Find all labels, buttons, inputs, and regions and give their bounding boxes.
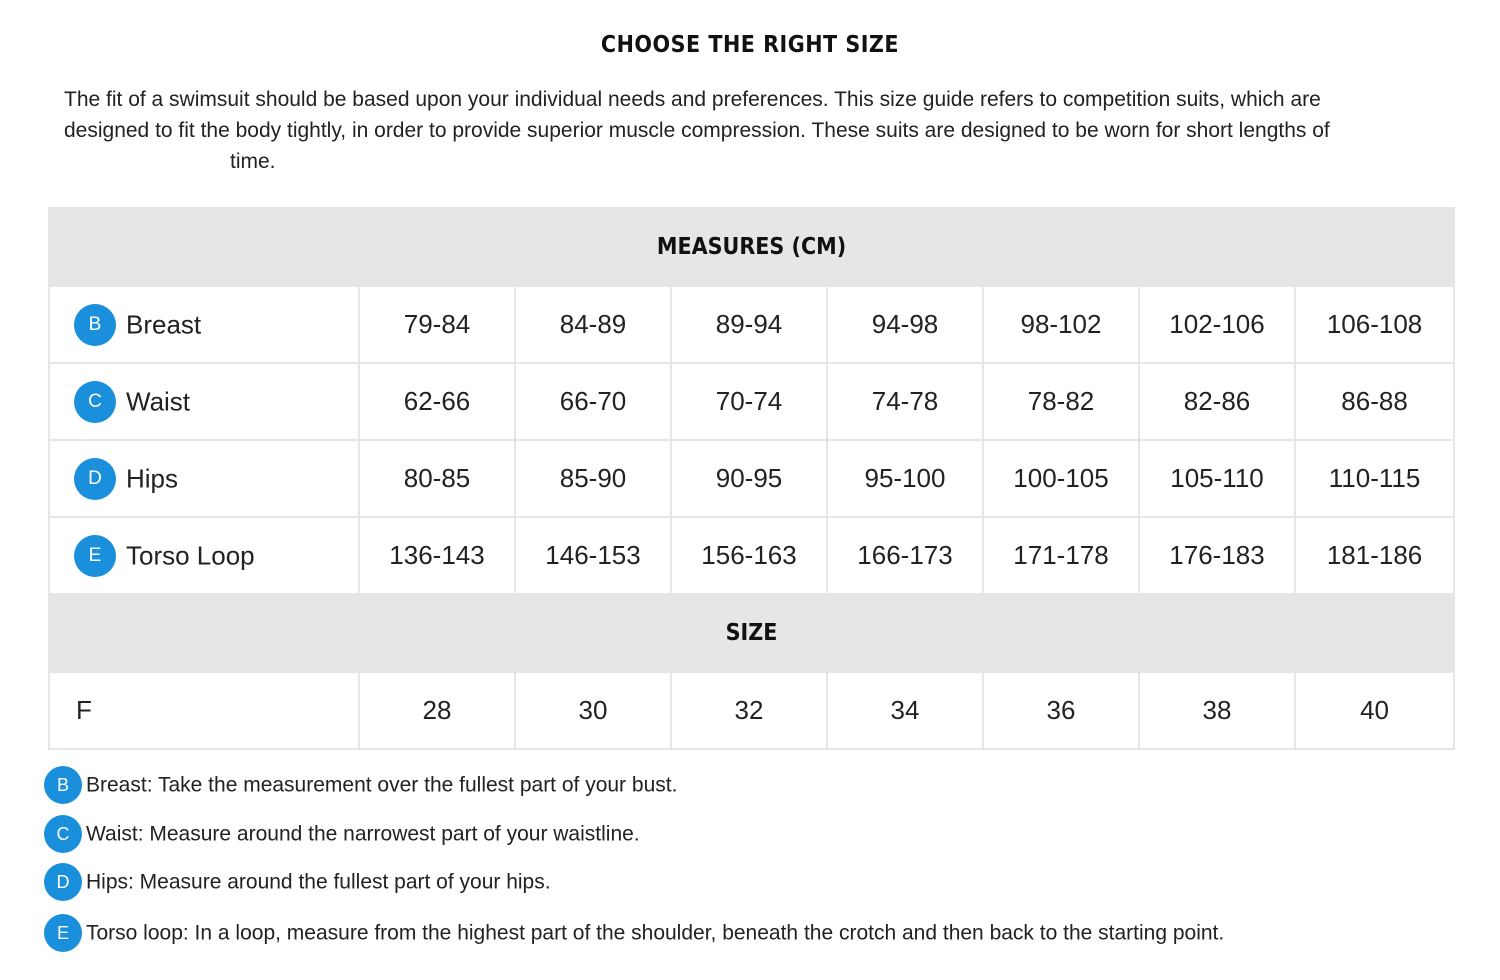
badge-e-icon: E xyxy=(44,914,82,952)
table-cell: 94-98 xyxy=(827,286,983,363)
badge-c-icon: C xyxy=(44,815,82,853)
table-cell: 32 xyxy=(671,672,827,749)
table-cell: 181-186 xyxy=(1295,517,1454,594)
table-cell: 136-143 xyxy=(359,517,515,594)
badge-e-icon: E xyxy=(74,535,116,577)
table-cell: 40 xyxy=(1295,672,1454,749)
table-cell: 66-70 xyxy=(515,363,671,440)
row-name: Torso Loop xyxy=(126,540,255,570)
row-name: Hips xyxy=(126,463,179,493)
table-cell: 156-163 xyxy=(671,517,827,594)
note-text: Breast: Take the measurement over the fullest part of your bust. xyxy=(86,773,678,797)
badge-b-icon: B xyxy=(74,304,116,346)
note-torso-loop xyxy=(44,913,1224,953)
table-cell: 110-115 xyxy=(1295,440,1454,517)
note-text: Torso loop: In a loop, measure from the highest part of the shoulder, beneath the crotch and then back to the starting point. xyxy=(86,921,1225,945)
table-cell: 80-85 xyxy=(359,440,515,517)
table-cell: 62-66 xyxy=(359,363,515,440)
table-cell: 100-105 xyxy=(983,440,1139,517)
intro-line-3: time. xyxy=(230,150,276,173)
table-cell: 106-108 xyxy=(1295,286,1454,363)
table-cell: 90-95 xyxy=(671,440,827,517)
table-cell: 28 xyxy=(359,672,515,749)
note-waist xyxy=(44,814,640,854)
badge-b-icon: B xyxy=(44,766,82,804)
table-row-waist xyxy=(49,363,1454,440)
badge-c-icon: C xyxy=(74,381,116,423)
table-cell: 78-82 xyxy=(983,363,1139,440)
table-row-hips xyxy=(49,440,1454,517)
note-hips xyxy=(44,862,551,902)
table-cell: 98-102 xyxy=(983,286,1139,363)
badge-d-icon: D xyxy=(44,863,82,901)
table-cell: 86-88 xyxy=(1295,363,1454,440)
row-name: Waist xyxy=(126,386,191,416)
table-row-torso-loop xyxy=(49,517,1454,594)
table-cell: 85-90 xyxy=(515,440,671,517)
row-label xyxy=(49,286,359,363)
intro-line-1: The fit of a swimsuit should be based upon your individual needs and preferences. This size guide refers to competition suits, which are xyxy=(64,88,1321,111)
table-cell: 171-178 xyxy=(983,517,1139,594)
size-header: SIZE xyxy=(49,594,1454,672)
table-cell: 79-84 xyxy=(359,286,515,363)
measures-header-row xyxy=(49,208,1454,286)
table-cell: 102-106 xyxy=(1139,286,1295,363)
table-cell: 36 xyxy=(983,672,1139,749)
page-title: CHOOSE THE RIGHT SIZE xyxy=(600,32,900,58)
size-table xyxy=(48,207,1455,750)
table-cell: 105-110 xyxy=(1139,440,1295,517)
table-cell: 38 xyxy=(1139,672,1295,749)
table-cell: 34 xyxy=(827,672,983,749)
table-cell: 84-89 xyxy=(515,286,671,363)
table-cell: 30 xyxy=(515,672,671,749)
intro-paragraph xyxy=(64,84,1436,177)
measures-header: MEASURES (CM) xyxy=(49,208,1454,286)
table-row-breast xyxy=(49,286,1454,363)
row-label xyxy=(49,440,359,517)
note-breast xyxy=(44,765,677,805)
row-label xyxy=(49,517,359,594)
intro-line-2: designed to fit the body tightly, in order to provide superior muscle compression. These suits are designed to be worn for short lengths of xyxy=(64,119,1330,142)
table-cell: 70-74 xyxy=(671,363,827,440)
badge-d-icon: D xyxy=(74,458,116,500)
table-cell: 166-173 xyxy=(827,517,983,594)
size-header-row xyxy=(49,594,1454,672)
row-name: Breast xyxy=(126,309,202,339)
table-row-size xyxy=(49,672,1454,749)
note-text: Waist: Measure around the narrowest part of your waistline. xyxy=(86,822,640,846)
note-text: Hips: Measure around the fullest part of your hips. xyxy=(86,870,551,894)
table-cell: 82-86 xyxy=(1139,363,1295,440)
table-cell: 89-94 xyxy=(671,286,827,363)
table-cell: 146-153 xyxy=(515,517,671,594)
table-cell: 74-78 xyxy=(827,363,983,440)
table-cell: 95-100 xyxy=(827,440,983,517)
table-cell: 176-183 xyxy=(1139,517,1295,594)
row-label: F xyxy=(49,672,359,749)
row-label xyxy=(49,363,359,440)
